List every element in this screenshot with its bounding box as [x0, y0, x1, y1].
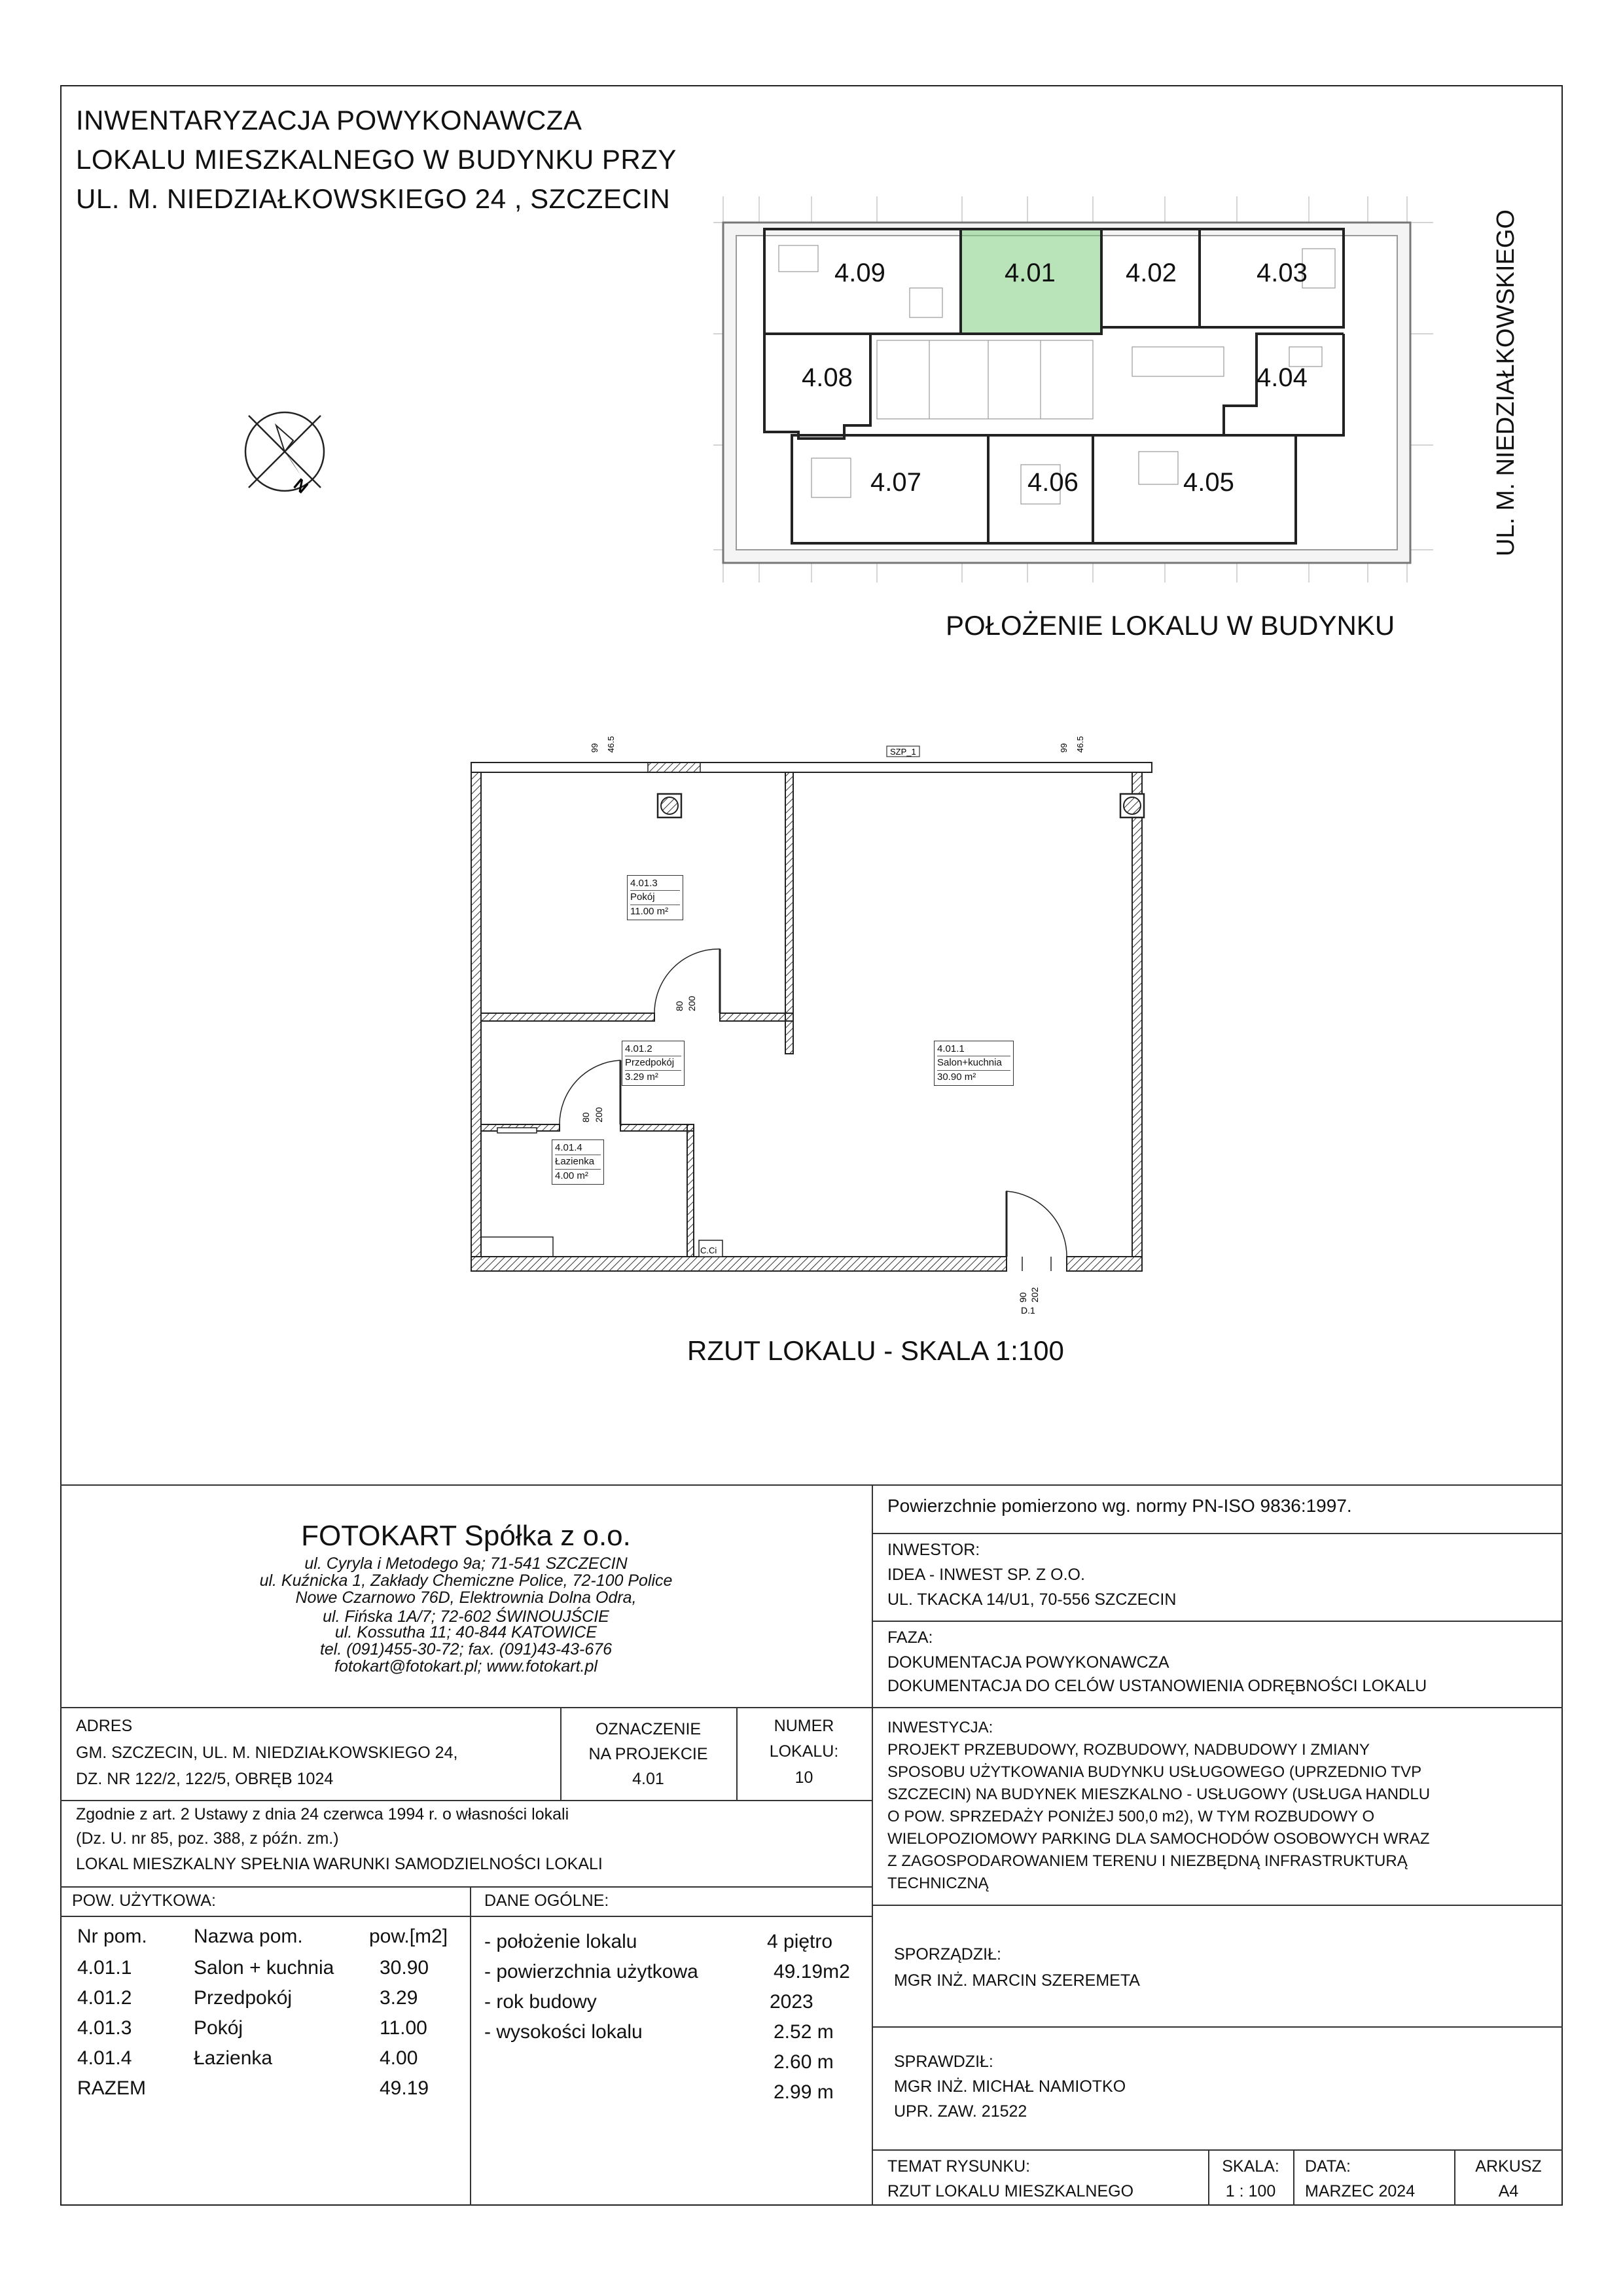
designation-label-1: OZNACZENIE	[595, 1720, 702, 1738]
area-row-no: 4.01.3	[77, 2017, 132, 2039]
address-line-1: GM. SZCZECIN, UL. M. NIEDZIAŁKOWSKIEGO 24,	[76, 1744, 458, 1762]
room-tag-name: Salon+kuchnia	[937, 1056, 1010, 1070]
area-divider	[470, 1886, 471, 2206]
area-row-value: 3.29	[380, 1987, 418, 2009]
company-line-7: fotokart@fotokart.pl; www.fotokart.pl	[334, 1657, 597, 1676]
room-tag-przedpokoj	[622, 1041, 685, 1086]
legal-line-3: LOKAL MIESZKALNY SPEŁNIA WARUNKI SAMODZIELNOŚCI LOKALI	[76, 1855, 603, 1873]
investor-label: INWESTOR:	[887, 1541, 980, 1559]
general-row-label: - rok budowy	[484, 1991, 597, 2013]
phase-line-2: DOKUMENTACJA DO CELÓW USTANOWIENIA ODRĘBNOŚCI LOKALU	[887, 1677, 1427, 1695]
sheet-value: A4	[1498, 2182, 1519, 2200]
investment-line: O POW. SPRZEDAŻY PONIŻEJ 500,0 m2), W TYM ROZBUDOWY O	[887, 1808, 1375, 1825]
rp-bottom-divider-2	[1293, 2149, 1294, 2206]
general-row-label: - powierzchnia użytkowa	[484, 1961, 698, 1982]
designation-label-2: NA PROJEKCIE	[588, 1745, 708, 1763]
area-row-name: Przedpokój	[194, 1987, 293, 2009]
area-row-name: Łazienka	[194, 2047, 273, 2069]
title-line-1: INWENTARYZACJA POWYKONAWCZA	[76, 105, 582, 135]
phase-line-1: DOKUMENTACJA POWYKONAWCZA	[887, 1653, 1169, 1672]
prepared-by: MGR INŻ. MARCIN SZEREMETA	[894, 1971, 1140, 1990]
rp-line-4	[872, 1905, 1563, 1906]
phase-label: FAZA:	[887, 1628, 933, 1647]
floor-plan-caption: RZUT LOKALU - SKALA 1:100	[687, 1335, 1064, 1366]
general-row-value: 2.99 m	[774, 2081, 834, 2103]
area-row-value: 30.90	[380, 1957, 429, 1979]
area-col-name: Nazwa pom.	[194, 1926, 303, 1947]
unit-number-value: 10	[794, 1768, 813, 1787]
title-line-3: UL. M. NIEDZIAŁKOWSKIEGO 24 , SZCZECIN	[76, 183, 671, 214]
room-tag-no: 4.01.3	[630, 877, 680, 891]
area-total-value: 49.19	[380, 2077, 429, 2099]
titleblock-top-border	[60, 1484, 1563, 1486]
general-data-label: DANE OGÓLNE:	[484, 1892, 609, 1910]
area-row-name: Salon + kuchnia	[194, 1957, 334, 1979]
company-line-1: ul. Cyryla i Metodego 9a; 71-541 SZCZECIN	[304, 1554, 628, 1573]
room-tag-area: 30.90 m²	[937, 1071, 976, 1083]
checked-licence: UPR. ZAW. 21522	[894, 2102, 1027, 2121]
unit-floor-plan	[458, 733, 1178, 1322]
company-line-3: Nowe Czarnowo 76D, Elektrownia Dolna Odra,	[295, 1588, 637, 1607]
rp-line-5	[872, 2026, 1563, 2028]
unit-label-407: 4.07	[870, 468, 921, 497]
investment-line: PROJEKT PRZEBUDOWY, ROZBUDOWY, NADBUDOWY I ZMIANY	[887, 1741, 1370, 1759]
area-row-value: 11.00	[380, 2017, 427, 2039]
general-row-label: - położenie lokalu	[484, 1931, 637, 1952]
area-header-bottom	[60, 1916, 872, 1917]
street-label-wrapper	[1492, 209, 1520, 556]
legal-line-1: Zgodnie z art. 2 Ustawy z dnia 24 czerwca 1994 r. o własności lokali	[76, 1805, 569, 1823]
titleblock-center-divider	[872, 1484, 873, 2206]
room-tag-no: 4.01.1	[937, 1043, 1010, 1056]
unit-label-401: 4.01	[1005, 259, 1056, 287]
cc-label: C.Ci	[700, 1246, 717, 1255]
checked-by: MGR INŻ. MICHAŁ NAMIOTKO	[894, 2077, 1126, 2096]
title-line-2: LOKALU MIESZKALNEGO W BUDYNKU PRZY	[76, 144, 677, 175]
area-row-top	[60, 1886, 872, 1888]
area-row-name: Pokój	[194, 2017, 243, 2039]
general-row-value: 2023	[770, 1991, 813, 2013]
entry-height: 202	[1029, 1287, 1040, 1302]
investment-line: Z ZAGOSPODAROWANIEM TERENU I NIEZBĘDNĄ INFRASTRUKTURĄ	[887, 1852, 1408, 1870]
prepared-label: SPORZĄDZIŁ:	[894, 1945, 1001, 1964]
investment-line: SZCZECIN) NA BUDYNEK MIESZKALNO - USŁUGOWY (USŁUGA HANDLU	[887, 1785, 1431, 1803]
company-line-6: tel. (091)455-30-72; fax. (091)43-43-676	[319, 1640, 613, 1659]
door2-height: 200	[594, 1107, 604, 1122]
dim-3: 99	[1059, 743, 1069, 753]
investment-line: TECHNICZNĄ	[887, 1874, 989, 1892]
company-line-4: ul. Fińska 1A/7; 72-602 ŚWINOUJŚCIE	[323, 1607, 609, 1626]
area-row-value: 4.00	[380, 2047, 418, 2069]
general-row-value: 2.60 m	[774, 2051, 834, 2073]
investment-line: WIELOPOZIOMOWY PARKING DLA SAMOCHODÓW OSOBOWYCH WRAZ	[887, 1830, 1430, 1848]
general-row-value: 2.52 m	[774, 2021, 834, 2043]
unit-label-403: 4.03	[1257, 259, 1308, 287]
investment-label: INWESTYCJA:	[887, 1719, 993, 1736]
area-col-area: pow.[m2]	[369, 1926, 448, 1947]
entry-id: D.1	[1021, 1305, 1035, 1316]
usable-area-label: POW. UŻYTKOWA:	[72, 1892, 216, 1910]
room-tag-area: 4.00 m²	[555, 1170, 588, 1181]
room-tag-name: Przedpokój	[625, 1056, 681, 1070]
investor-address: UL. TKACKA 14/U1, 70-556 SZCZECIN	[887, 1590, 1177, 1609]
svg-text:N: N	[290, 474, 312, 497]
address-row-top	[60, 1707, 872, 1708]
room-tag-lazienka	[552, 1139, 604, 1185]
general-row-value: 49.19m2	[774, 1961, 850, 1982]
checked-label: SPRAWDZIŁ:	[894, 2053, 993, 2071]
investor-name: IDEA - INWEST SP. Z O.O.	[887, 1566, 1085, 1584]
drawing-value: RZUT LOKALU MIESZKALNEGO	[887, 2182, 1134, 2200]
company-name: FOTOKART Spółka z o.o.	[301, 1520, 631, 1552]
area-row-no: 4.01.1	[77, 1957, 132, 1979]
rp-line-1	[872, 1533, 1563, 1534]
street-label: UL. M. NIEDZIAŁKOWSKIEGO	[1492, 209, 1520, 556]
area-row-no: 4.01.4	[77, 2047, 132, 2069]
investment-line: SPOSOBU UŻYTKOWANIA BUDYNKU USŁUGOWEGO (UPRZEDNIO TVP	[887, 1763, 1422, 1781]
door1-height: 200	[687, 996, 697, 1011]
date-value: MARZEC 2024	[1305, 2182, 1416, 2200]
rp-line-6	[872, 2149, 1563, 2151]
unit-label-409: 4.09	[834, 259, 885, 287]
unit-label-404: 4.04	[1257, 363, 1308, 392]
general-row-label: - wysokości lokalu	[484, 2021, 643, 2043]
legal-row-top	[60, 1800, 872, 1801]
unit-label-408: 4.08	[802, 363, 853, 392]
room-tag-area: 11.00 m²	[630, 905, 669, 917]
address-line-2: DZ. NR 122/2, 122/5, OBRĘB 1024	[76, 1770, 334, 1788]
company-line-5: ul. Kossutha 11; 40-844 KATOWICE	[334, 1623, 597, 1641]
scale-label: SKALA:	[1222, 2157, 1279, 2176]
area-row-no: 4.01.2	[77, 1987, 132, 2009]
area-col-no: Nr pom.	[77, 1926, 147, 1947]
dim-4: 46.5	[1075, 736, 1085, 753]
dim-1: 99	[590, 743, 599, 753]
legal-line-2: (Dz. U. nr 85, poz. 388, z późn. zm.)	[76, 1829, 339, 1848]
address-label: ADRES	[76, 1717, 133, 1735]
room-tag-no: 4.01.4	[555, 1141, 601, 1155]
designation-value: 4.01	[632, 1770, 664, 1788]
room-tag-no: 4.01.2	[625, 1043, 681, 1056]
unit-label-405: 4.05	[1183, 468, 1234, 497]
company-line-2: ul. Kuźnicka 1, Zakłady Chemiczne Police, 72-100 Police	[259, 1571, 673, 1590]
entry-width: 90	[1018, 1292, 1028, 1302]
rp-line-2	[872, 1621, 1563, 1622]
unit-label-406: 4.06	[1027, 468, 1079, 497]
unit-number-label-2: LOKALU:	[769, 1742, 839, 1761]
unit-label-402: 4.02	[1126, 259, 1177, 287]
room-tag-pokoj	[627, 875, 683, 920]
north-arrow-icon	[236, 403, 334, 501]
door1-width: 80	[674, 1001, 685, 1011]
szp-label: SZP_1	[890, 747, 916, 757]
location-caption: POŁOŻENIE LOKALU W BUDYNKU	[946, 610, 1395, 641]
unit-number-label-1: NUMER	[774, 1717, 834, 1735]
room-tag-name: Pokój	[630, 891, 680, 905]
door2-width: 80	[580, 1112, 591, 1122]
rp-line-3	[872, 1707, 1563, 1708]
drawing-label: TEMAT RYSUNKU:	[887, 2157, 1031, 2176]
room-tag-area: 3.29 m²	[625, 1071, 658, 1083]
area-total-label: RAZEM	[77, 2077, 146, 2099]
room-tag-name: Łazienka	[555, 1155, 601, 1169]
room-tag-salon	[934, 1041, 1014, 1086]
general-row-value: 4 piętro	[767, 1931, 833, 1952]
sheet-label: ARKUSZ	[1475, 2157, 1542, 2176]
date-label: DATA:	[1305, 2157, 1351, 2176]
dim-2: 46.5	[606, 736, 616, 753]
norm-note: Powierzchnie pomierzono wg. normy PN-ISO 9836:1997.	[887, 1496, 1352, 1516]
scale-value: 1 : 100	[1225, 2182, 1276, 2200]
building-location-plan	[713, 183, 1440, 596]
